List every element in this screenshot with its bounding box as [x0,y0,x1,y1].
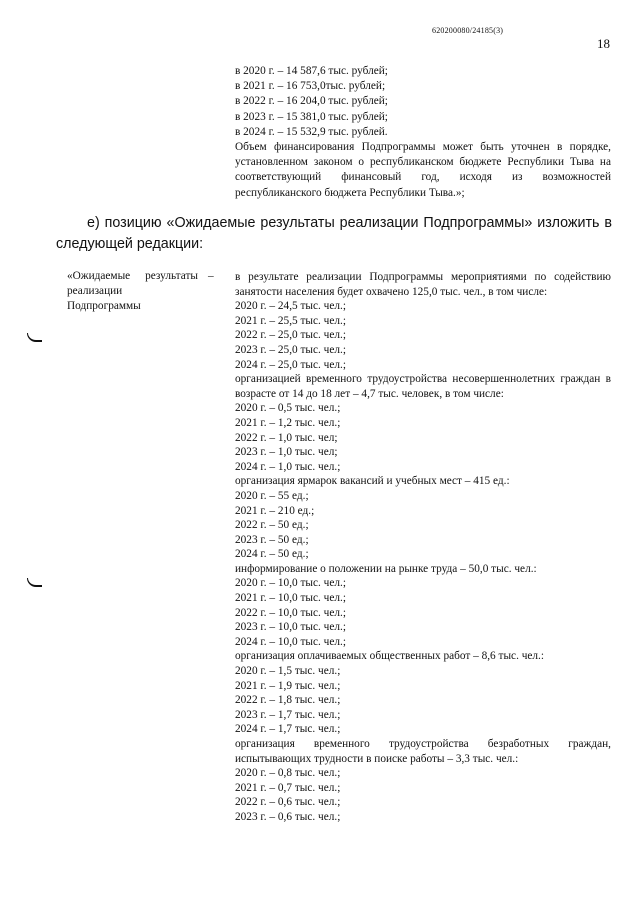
result-line: 2023 г. – 50 ед.; [235,533,309,546]
result-line: 2021 г. – 25,5 тыс. чел.; [235,314,346,327]
result-line: 2022 г. – 10,0 тыс. чел.; [235,606,346,619]
result-paragraph: организация временного трудоустройства безработных граждан, испытывающих трудности в поиске работы – 3,3 тыс. чел.: [235,738,611,765]
result-line: 2024 г. – 10,0 тыс. чел.; [235,635,346,648]
result-line: 2020 г. – 10,0 тыс. чел.; [235,577,346,590]
result-line: 2022 г. – 0,6 тыс. чел.; [235,796,341,809]
result-paragraph: организацией временного трудоустройства несовершеннолетних граждан в возрасте от 14 до 18 лет – 4,7 тыс. человек, в том числе: [235,373,611,400]
result-line: 2023 г. – 25,0 тыс. чел.; [235,343,346,356]
financing-year-line: в 2022 г. – 16 204,0 тыс. рублей; [235,95,388,108]
expected-results-label: «Ожидаемые результаты реализации Подпрограммы [67,270,198,313]
result-line: 2022 г. – 25,0 тыс. чел.; [235,329,346,342]
result-line: 2022 г. – 50 ед.; [235,519,309,532]
financing-year-line: в 2021 г. – 16 753,0тыс. рублей; [235,80,386,93]
result-line: 2023 г. – 1,7 тыс. чел.; [235,708,341,721]
financing-year-line: в 2023 г. – 15 381,0 тыс. рублей; [235,110,388,123]
result-line: 2024 г. – 1,7 тыс. чел.; [235,723,341,736]
result-line: 2021 г. – 210 ед.; [235,504,315,517]
result-line: 2022 г. – 1,0 тыс. чел; [235,431,338,444]
document-id: 620200080/24185(3) [432,26,504,35]
financing-note: Объем финансирования Подпрограммы может быть уточнен в порядке, установленном законом о республиканском бюджете Республики Тыва на соответствующий финансовый год, исходя из возможностей республиканского бюджета Республики Тыва.»; [235,141,611,199]
result-line: информирование о положении на рынке труда – 50,0 тыс. чел.: [235,562,537,575]
result-line: 2020 г. – 24,5 тыс. чел.; [235,300,346,313]
section-intro: е) позицию «Ожидаемые результаты реализации Подпрограммы» изложить в следующей редакции: [56,215,612,252]
result-line: 2023 г. – 10,0 тыс. чел.; [235,621,346,634]
result-line: 2020 г. – 1,5 тыс. чел.; [235,665,341,678]
financing-year-line: в 2020 г. – 14 587,6 тыс. рублей; [235,65,388,77]
financing-block [235,64,611,201]
label-dash: – [208,270,214,282]
page-number: 18 [597,36,610,51]
financing-year-line: в 2024 г. – 15 532,9 тыс. рублей. [235,125,388,138]
result-line: 2023 г. – 1,0 тыс. чел; [235,446,338,459]
binding-hole-mark [27,578,42,587]
result-line: 2021 г. – 10,0 тыс. чел.; [235,592,346,605]
result-line: 2020 г. – 55 ед.; [235,489,309,502]
result-line: 2024 г. – 50 ед.; [235,548,309,561]
result-line: 2020 г. – 0,5 тыс. чел.; [235,402,341,415]
result-line: 2022 г. – 1,8 тыс. чел.; [235,694,341,707]
binding-hole-mark [27,333,42,342]
expected-results-list [235,270,611,825]
result-line: 2024 г. – 1,0 тыс. чел.; [235,460,341,473]
result-line: 2020 г. – 0,8 тыс. чел.; [235,767,341,780]
result-line: 2023 г. – 0,6 тыс. чел.; [235,810,341,823]
result-line: 2021 г. – 1,9 тыс. чел.; [235,679,341,692]
result-line: 2021 г. – 1,2 тыс. чел.; [235,416,341,429]
result-line: организация ярмарок вакансий и учебных мест – 415 ед.: [235,475,510,488]
result-line: 2021 г. – 0,7 тыс. чел.; [235,781,341,794]
result-paragraph: в результате реализации Подпрограммы мероприятиями по содействию занятости населения будет охвачено 125,0 тыс. чел., в том числе: [235,271,611,298]
result-line: организация оплачиваемых общественных работ – 8,6 тыс. чел.: [235,650,545,663]
result-line: 2024 г. – 25,0 тыс. чел.; [235,358,346,371]
